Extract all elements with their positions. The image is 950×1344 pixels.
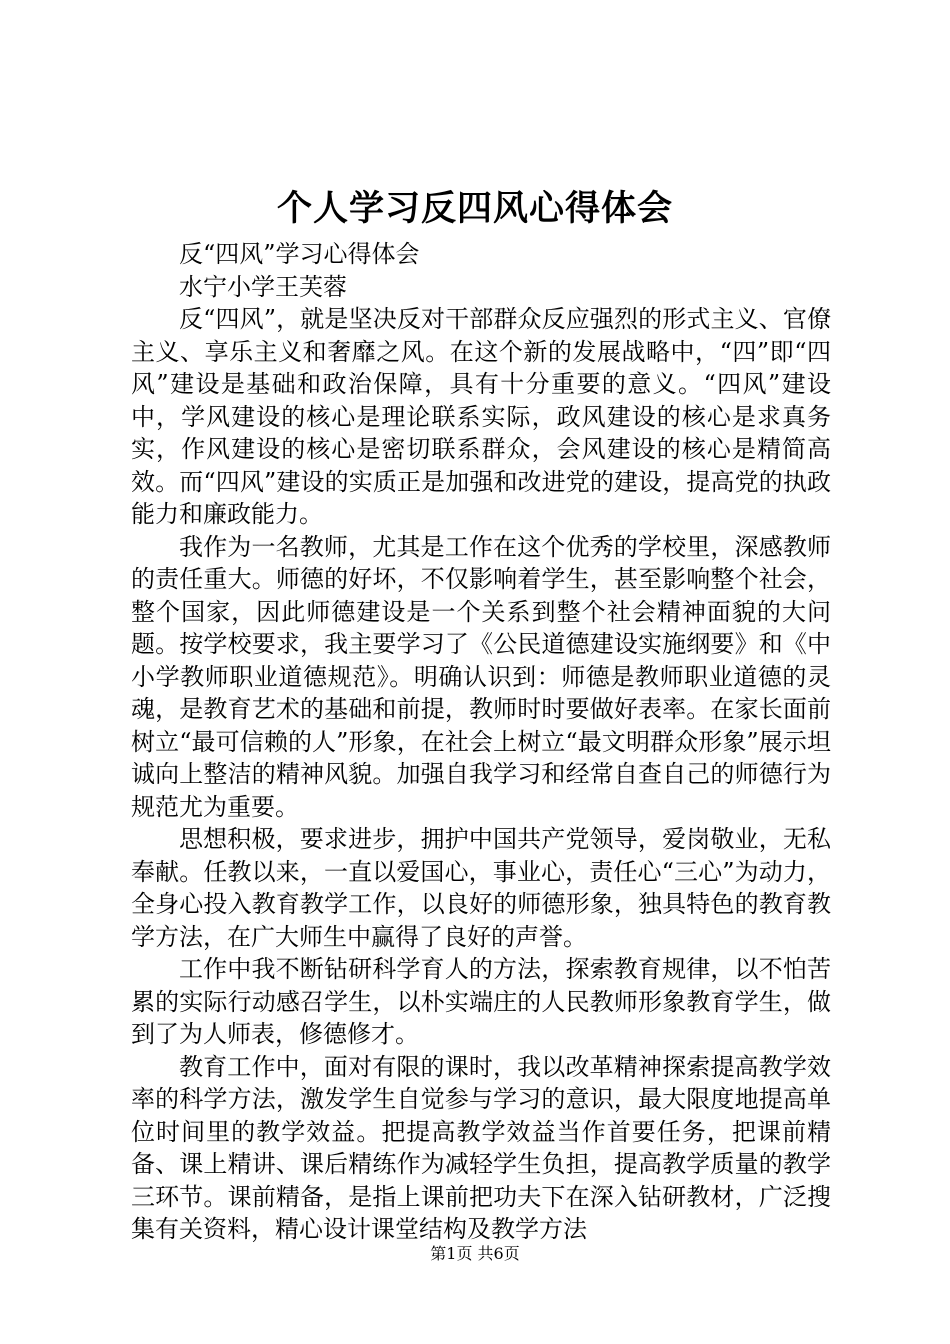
paragraph-1: 反“四风”，就是坚决反对干部群众反应强烈的形式主义、官僚主义、享乐主义和奢靡之风。在这个新的发展战略中，“四”即“四风”建设是基础和政治保障，具有十分重要的意义。“四风”建设中，学风建设的核心是理论联系实际，政风建设的核心是求真务实，作风建设的核心是密切联系群众，会风建设的核心是精简高效。而“四风”建设的实质正是加强和改进党的建设，提高党的执政能力和廉政能力。: [131, 305, 831, 528]
page-number: 第1页 共6页: [430, 1244, 520, 1263]
paragraph-4: 工作中我不断钻研科学育人的方法，探索教育规律，以不怕苦累的实际行动感召学生，以朴实端庄的人民教师形象教育学生，做到了为人师表，修德修才。: [131, 955, 831, 1048]
document-body: [131, 238, 831, 1246]
paragraph-5: 教育工作中，面对有限的课时，我以改革精神探索提高教学效率的科学方法，激发学生自觉参与学习的意识，最大限度地提高单位时间里的教学效益。把提高教学效益当作首要任务，把课前精备、课上精讲、课后精练作为减轻学生负担，提高教学质量的教学三环节。课前精备，是指上课前把功夫下在深入钻研教材，广泛搜集有关资料，精心设计课堂结构及教学方法: [131, 1052, 831, 1243]
paragraph-3: 思想积极，要求进步，拥护中国共产党领导，爱岗敬业，无私奉献。任教以来，一直以爱国心，事业心，责任心“三心”为动力，全身心投入教育教学工作，以良好的师德形象，独具特色的教育教学方法，在广大师生中赢得了良好的声誉。: [131, 825, 831, 951]
paragraph-2: 我作为一名教师，尤其是工作在这个优秀的学校里，深感教师的责任重大。师德的好坏，不仅影响着学生，甚至影响整个社会，整个国家，因此师德建设是一个关系到整个社会精神面貌的大问题。按学校要求，我主要学习了《公民道德建设实施纲要》和《中小学教师职业道德规范》。明确认识到：师德是教师职业道德的灵魂，是教育艺术的基础和前提，教师时时要做好表率。在家长面前树立“最可信赖的人”形象，在社会上树立“最文明群众形象”展示坦诚向上整洁的精神风貌。加强自我学习和经常自查自己的师德行为规范尤为重要。: [131, 532, 831, 821]
document-title: 个人学习反四风心得体会: [276, 188, 673, 229]
paragraph-subtitle: 反“四风”学习心得体会: [179, 240, 420, 268]
paragraph-author: 水宁小学王芙蓉: [179, 272, 347, 301]
